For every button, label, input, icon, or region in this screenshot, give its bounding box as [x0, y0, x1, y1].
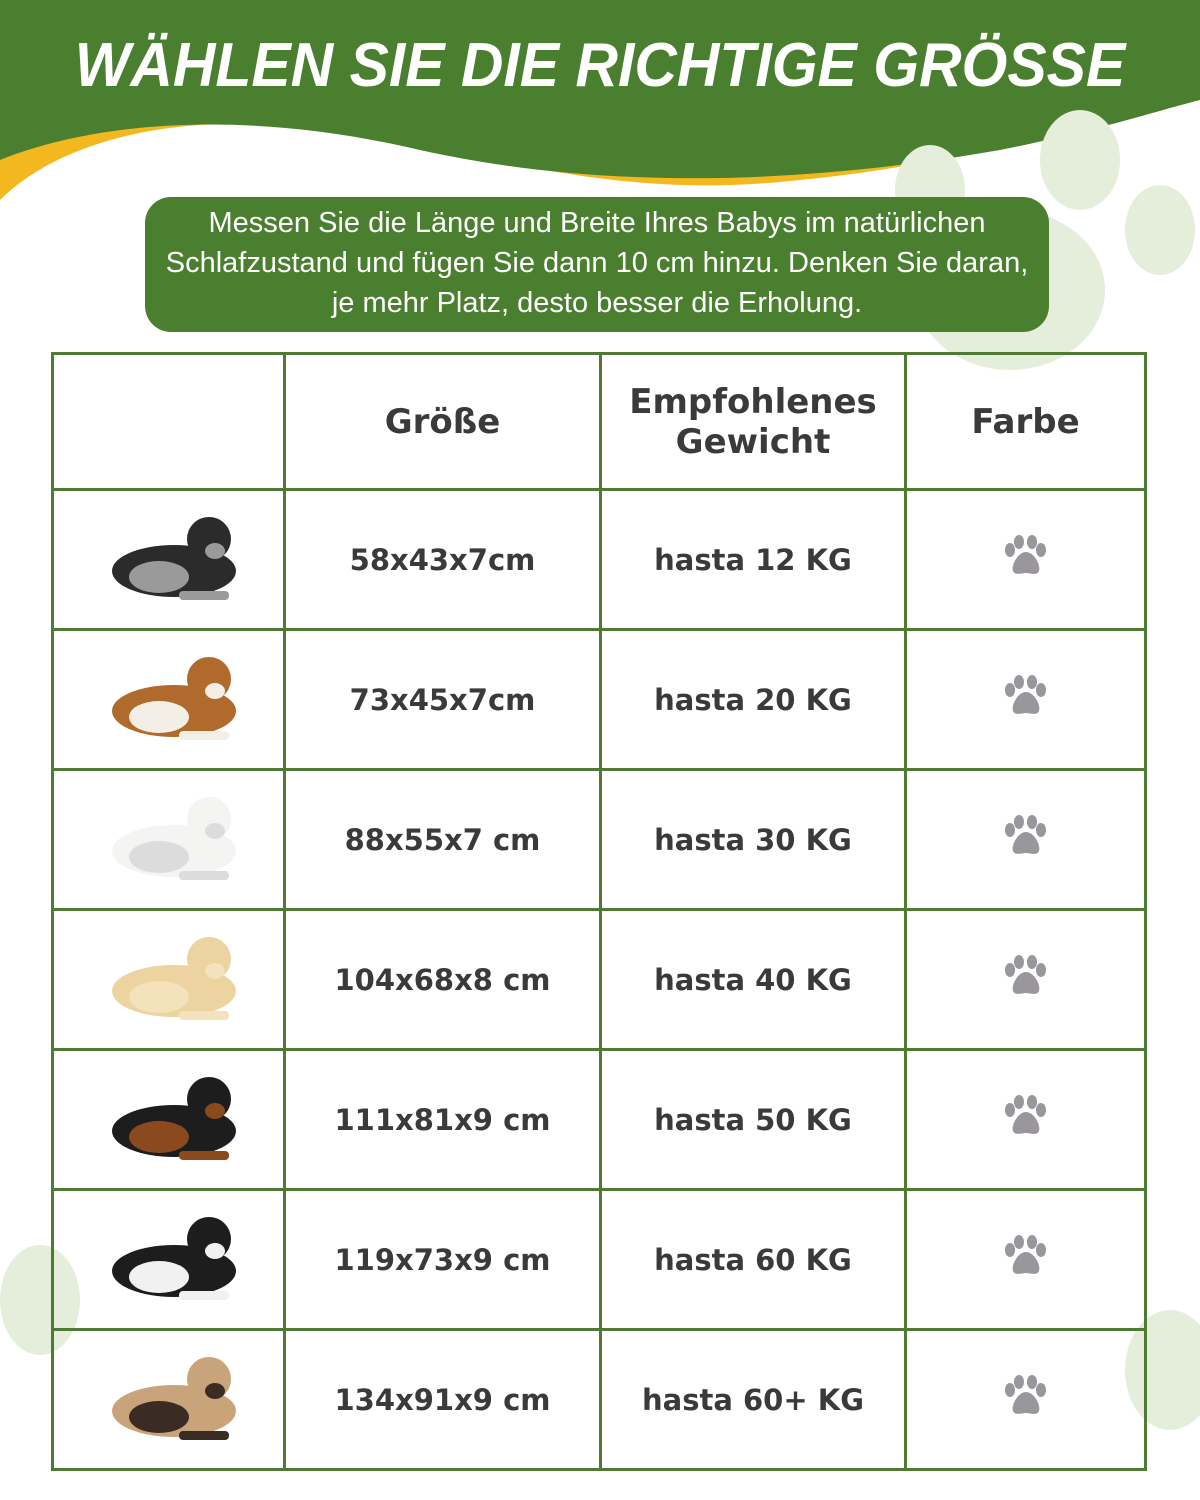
paw-icon [1004, 1095, 1048, 1137]
weight-cell: hasta 40 KG [601, 910, 906, 1050]
dog-schnauzer-image [79, 499, 259, 614]
size-cell: 88x55x7 cm [285, 770, 601, 910]
size-table [51, 352, 1147, 1471]
header-weight: Empfohlenes Gewicht [601, 354, 906, 490]
table-row [53, 1330, 1146, 1470]
dog-caucasian-shepherd-image [79, 1339, 259, 1454]
header-color: Farbe [906, 354, 1146, 490]
dog-image-cell [53, 1050, 285, 1190]
color-cell [906, 630, 1146, 770]
paw-icon [1004, 1235, 1048, 1277]
size-cell: 119x73x9 cm [285, 1190, 601, 1330]
dog-bernese-mountain-dog-image [79, 1199, 259, 1314]
dog-samoyed-image [79, 779, 259, 894]
table-row [53, 630, 1146, 770]
table-row [53, 490, 1146, 630]
table-row [53, 770, 1146, 910]
paw-icon [1004, 815, 1048, 857]
weight-cell: hasta 20 KG [601, 630, 906, 770]
weight-cell: hasta 30 KG [601, 770, 906, 910]
table-row [53, 1190, 1146, 1330]
size-cell: 104x68x8 cm [285, 910, 601, 1050]
paw-icon [1004, 675, 1048, 717]
table-header-row [53, 354, 1146, 490]
weight-cell: hasta 60 KG [601, 1190, 906, 1330]
paw-icon [1004, 535, 1048, 577]
weight-cell: hasta 50 KG [601, 1050, 906, 1190]
table-row [53, 910, 1146, 1050]
size-cell: 73x45x7cm [285, 630, 601, 770]
dog-image-cell [53, 910, 285, 1050]
header-image [53, 354, 285, 490]
dog-image-cell [53, 770, 285, 910]
color-cell [906, 490, 1146, 630]
table-row [53, 1050, 1146, 1190]
header-size: Größe [285, 354, 601, 490]
paw-icon [1004, 955, 1048, 997]
dog-rottweiler-image [79, 1059, 259, 1174]
color-cell [906, 1050, 1146, 1190]
paw-icon [1004, 1375, 1048, 1417]
size-cell: 111x81x9 cm [285, 1050, 601, 1190]
size-cell: 134x91x9 cm [285, 1330, 601, 1470]
color-cell [906, 910, 1146, 1050]
page-title: WÄHLEN SIE DIE RICHTIGE GRÖSSE [74, 31, 1126, 100]
size-cell: 58x43x7cm [285, 490, 601, 630]
color-cell [906, 770, 1146, 910]
color-cell [906, 1330, 1146, 1470]
dog-labrador-image [79, 919, 259, 1034]
dog-beagle-image [79, 639, 259, 754]
color-cell [906, 1190, 1146, 1330]
dog-image-cell [53, 630, 285, 770]
dog-image-cell [53, 1190, 285, 1330]
weight-cell: hasta 12 KG [601, 490, 906, 630]
weight-cell: hasta 60+ KG [601, 1330, 906, 1470]
dog-image-cell [53, 1330, 285, 1470]
measuring-note: Messen Sie die Länge und Breite Ihres Babys im natürlichen Schlafzustand und fügen Sie dann 10 cm hinzu. Denken Sie daran, je mehr Platz, desto besser die Erholung. [145, 197, 1049, 332]
dog-image-cell [53, 490, 285, 630]
